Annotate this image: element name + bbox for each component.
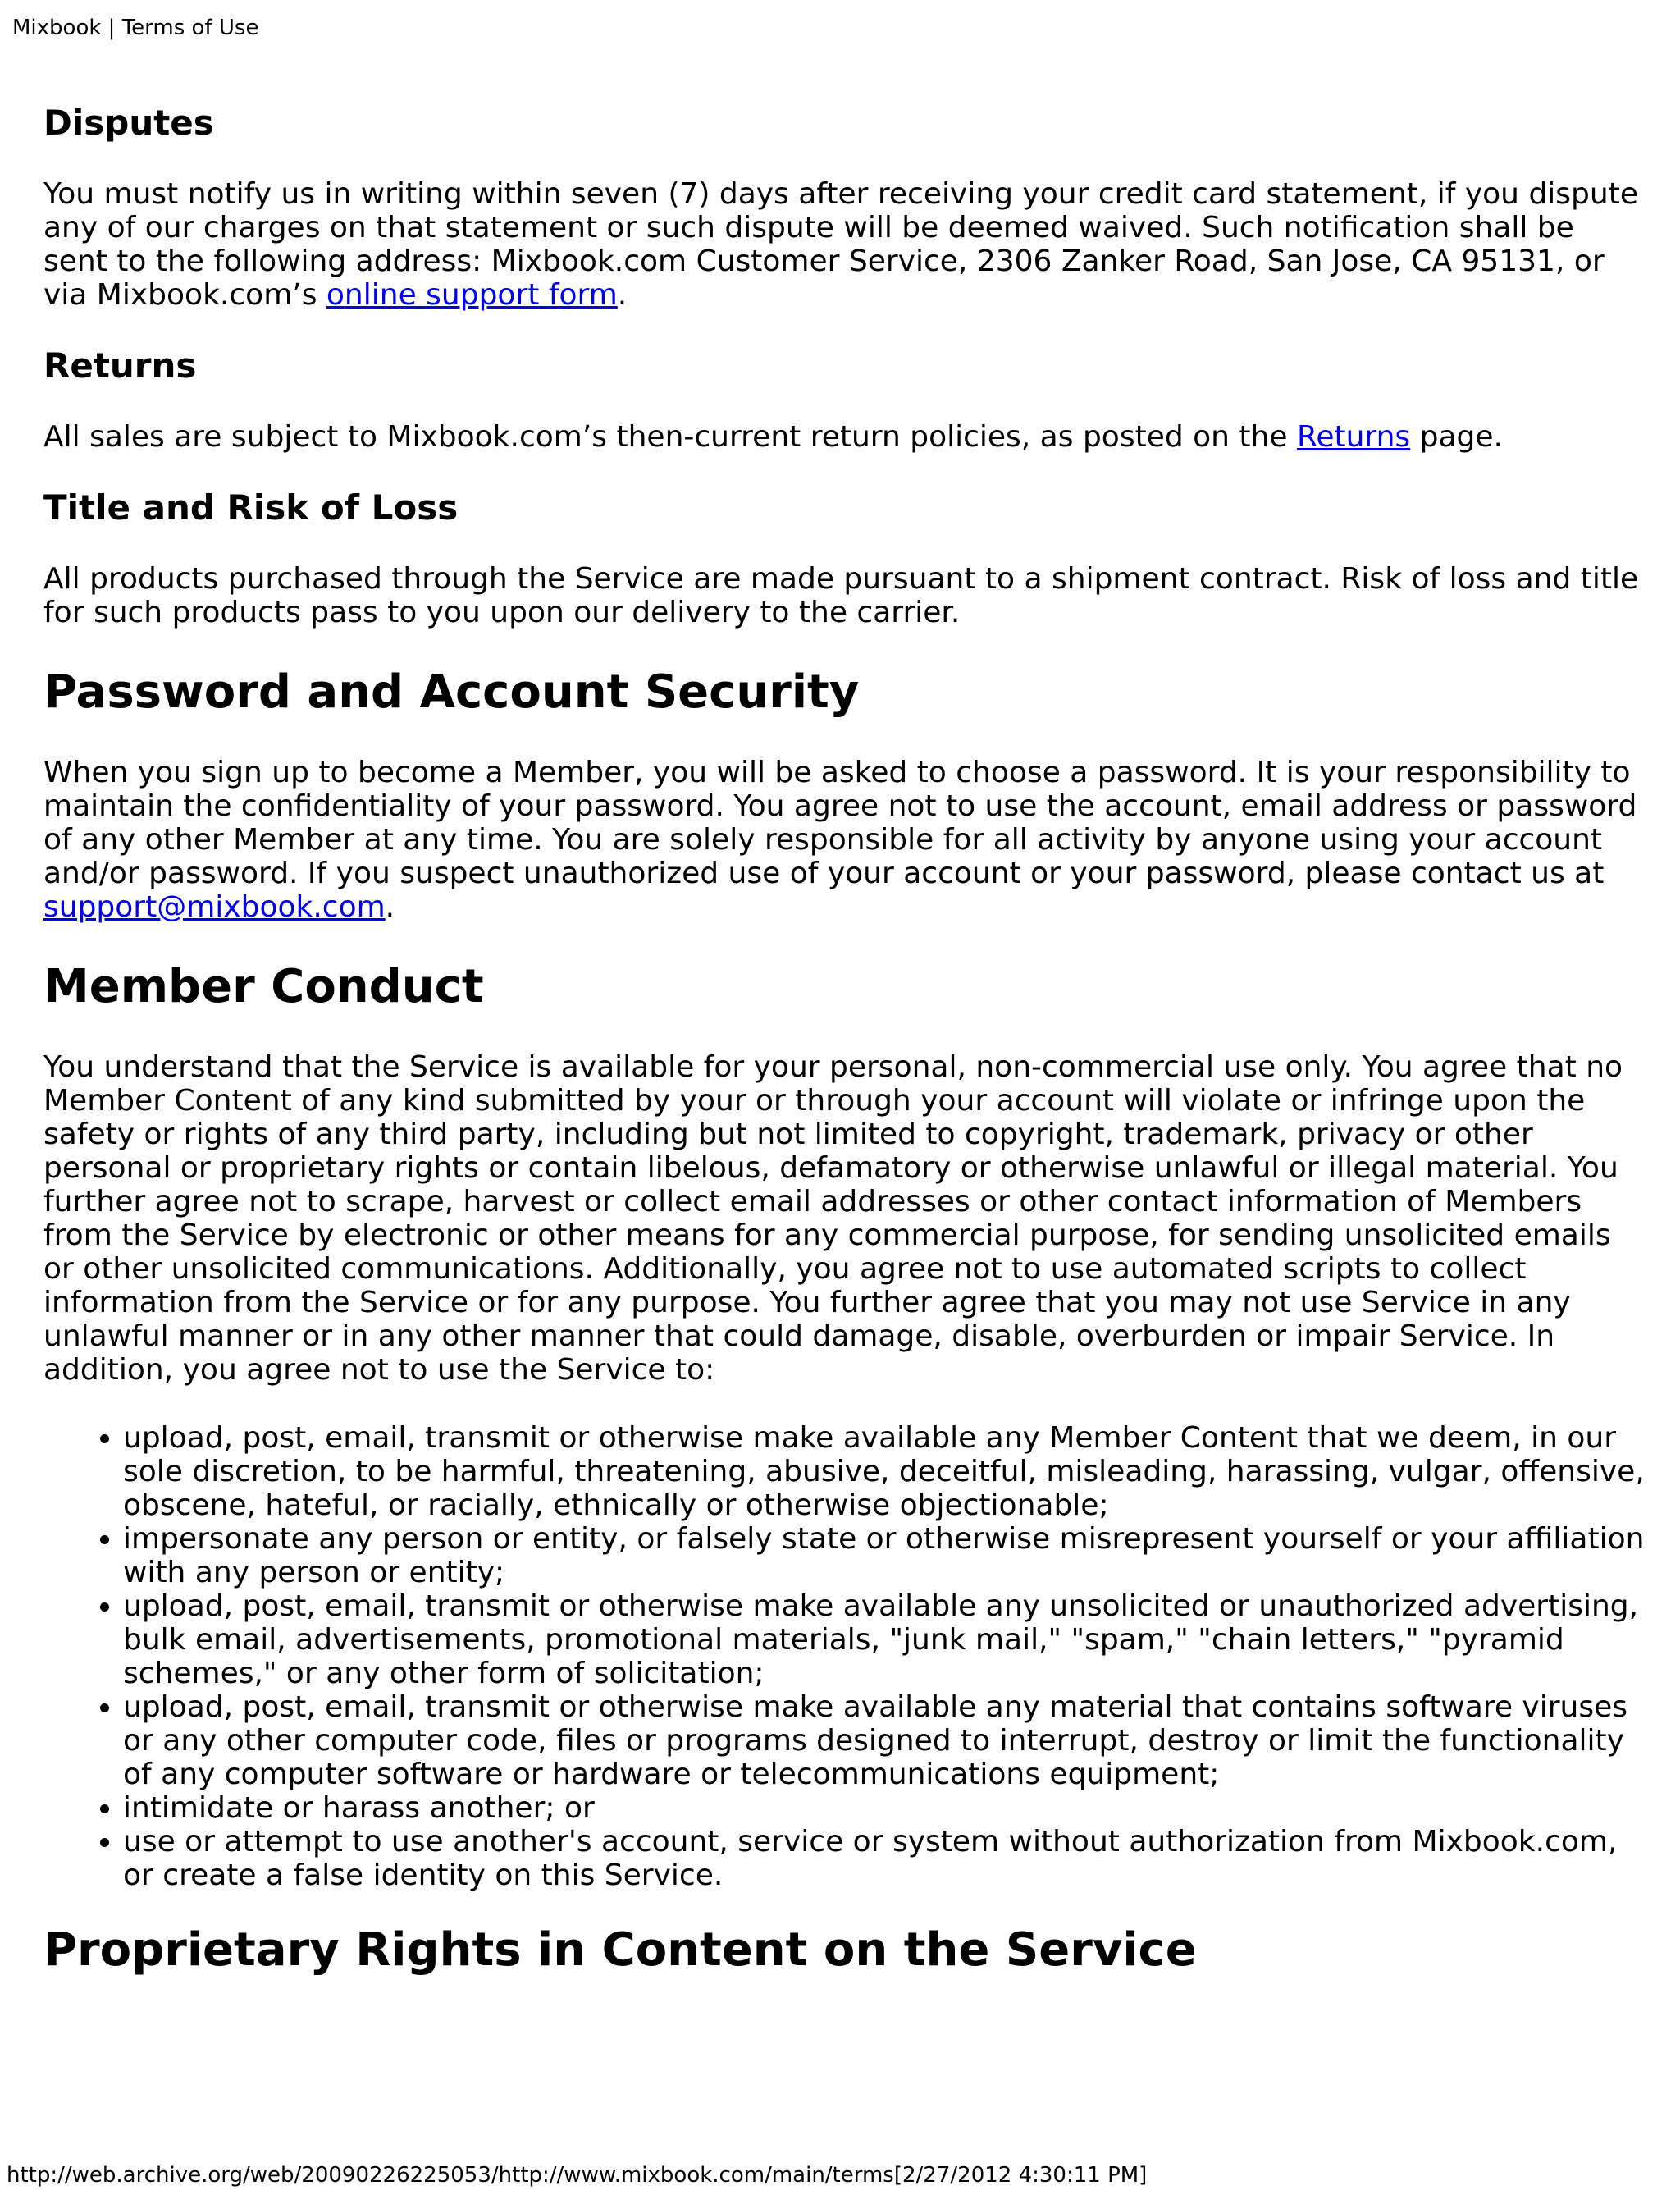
print-header-title: Mixbook | Terms of Use xyxy=(12,16,259,40)
list-item: • upload, post, email, transmit or otherwise make available any material that contains software viruses or any other computer code, files or programs designed to interrupt, destroy or limit the functionality of any computer software or hardware or telecommunications equipment; xyxy=(123,1690,1647,1791)
list-item: • upload, post, email, transmit or otherwise make available any Member Content that we deem, in our sole discretion, to be harmful, threatening, abusive, deceitful, misleading, harassing, vulgar, offensive, obscene, hateful, or racially, ethnically or otherwise objectionable; xyxy=(123,1421,1647,1522)
title-risk-paragraph: All products purchased through the Service are made pursuant to a shipment contract. Risk of loss and title for such products pass to you upon our delivery to the carrier. xyxy=(43,562,1639,629)
disputes-text: You must notify us in writing within seven (7) days after receiving your credit card statement, if you dispute any of our charges on that statement or such dispute will be deemed waived. Such notification shall be sent to the following address: Mixbook.com Customer Service, 2306 Zanker Road, San Jose, CA 95131, or via Mixbook.com’s xyxy=(43,177,1638,312)
password-security-heading: Password and Account Security xyxy=(43,665,860,719)
list-item: • upload, post, email, transmit or otherwise make available any unsolicited or unauthorized advertising, bulk email, advertisements, promotional materials, "junk mail," "spam," "chain letters," "pyramid schemes," or any other form of solicitation; xyxy=(123,1589,1647,1690)
list-item: • intimidate or harass another; or xyxy=(123,1791,1647,1825)
member-conduct-heading: Member Conduct xyxy=(43,960,484,1013)
disputes-text-end: . xyxy=(617,278,628,312)
online-support-form-link[interactable]: online support form xyxy=(326,278,618,312)
returns-heading: Returns xyxy=(43,345,197,386)
print-footer-url: http://web.archive.org/web/20090226225053/http://www.mixbook.com/main/terms[2/27/2012 4:30:11 PM] xyxy=(7,2163,1148,2188)
disputes-paragraph xyxy=(43,177,1647,312)
returns-text-end: page. xyxy=(1410,420,1503,454)
password-text: When you sign up to become a Member, you will be asked to choose a password. It is your responsibility to maintain the confidentiality of your password. You agree not to use the account, email address or password of any other Member at any time. You are solely responsible for all activity by anyone using your account and/or password. If you suspect unauthorized use of your account or your password, please contact us at xyxy=(43,756,1637,890)
list-item: • impersonate any person or entity, or falsely state or otherwise misrepresent yourself or your affiliation with any person or entity; xyxy=(123,1522,1647,1589)
prohibited-uses-list xyxy=(43,1421,1647,1892)
returns-paragraph xyxy=(43,420,1647,454)
returns-link[interactable]: Returns xyxy=(1296,420,1411,454)
member-conduct-paragraph: You understand that the Service is available for your personal, non-commercial use only. You agree that no Member Content of any kind submitted by your or through your account will violate or infringe upon the safety or rights of any third party, including but not limited to copyright, trademark, privacy or other personal or proprietary rights or contain libelous, defamatory or otherwise unlawful or illegal material. You further agree not to scrape, harvest or collect email addresses or other contact information of Members from the Service by electronic or other means for any commercial purpose, for sending unsolicited emails or other unsolicited communications. Additionally, you agree not to use automated scripts to collect information from the Service or for any purpose. You further agree that you may not use Service in any unlawful manner or in any other manner that could damage, disable, overburden or impair Service. In addition, you agree not to use the Service to: xyxy=(43,1050,1623,1387)
list-item: • use or attempt to use another's account, service or system without authorization from Mixbook.com, or create a false identity on this Service. xyxy=(123,1825,1647,1892)
title-risk-heading: Title and Risk of Loss xyxy=(43,487,459,528)
terms-content xyxy=(43,100,1647,1979)
proprietary-rights-heading: Proprietary Rights in Content on the Service xyxy=(43,1923,1197,1977)
returns-text: All sales are subject to Mixbook.com’s then-current return policies, as posted on the xyxy=(43,420,1297,454)
disputes-heading: Disputes xyxy=(43,103,214,143)
password-paragraph xyxy=(43,756,1647,924)
password-text-end: . xyxy=(385,890,395,924)
support-email-link[interactable]: support@mixbook.com xyxy=(43,890,386,924)
